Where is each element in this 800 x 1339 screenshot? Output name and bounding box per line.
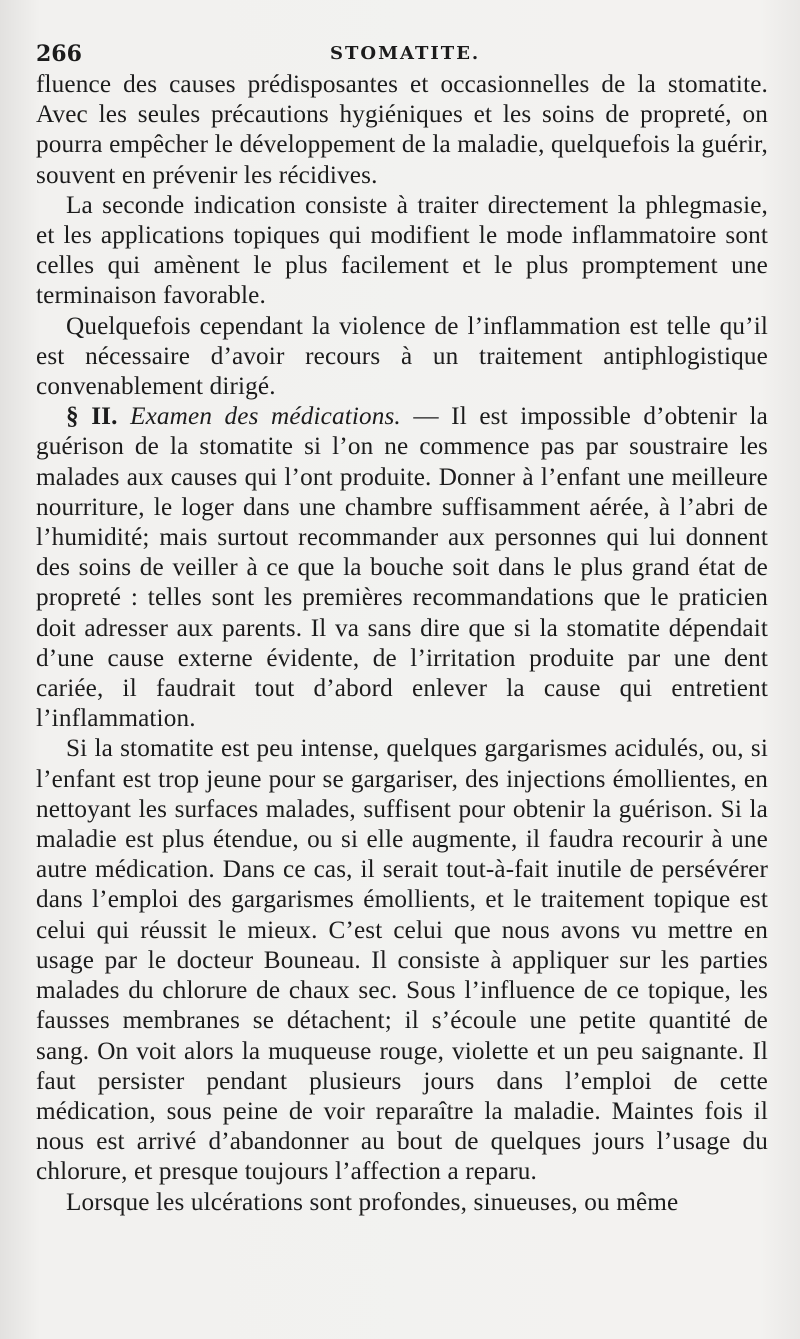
- paragraph-ulcerations: Lorsque les ulcérations sont profondes, sinueuses, ou même: [66, 1188, 679, 1216]
- running-head: STOMATITE.: [330, 43, 481, 64]
- body-text: [36, 70, 768, 1218]
- paragraph-treatment: Si la stomatite est peu intense, quelques gargarismes acidulés, ou, si l’enfant est trop jeune pour se gargariser, des injections émollientes, en nettoyant les surfaces malades, suffisent pour obtenir la guérison. Si la maladie est plus étendue, ou si elle augmente, il faudra recourir à une autre médication. Dans ce cas, il serait tout-à-fait inutile de persévérer dans l’emploi des gargarismes émollients, et le traitement topique est celui qui réussit le mieux. C’est celui que nous avons vu mettre en usage par le docteur Bouneau. Il consiste à appliquer sur les parties malades du chlorure de chaux sec. Sous l’influence de ce topique, les fausses membranes se détachent; il s’écoule une petite quantité de sang. On voit alors la muqueuse rouge, violette et un peu saignante. Il faut persister pendant plusieurs jours dans l’emploi de cette médication, sous peine de voir reparaître la maladie. Maintes fois il nous est arrivé d’abandonner au bout de quelques jours l’usage du chlorure, et presque toujours l’affection a reparu.: [36, 735, 768, 1186]
- section-title: Examen des médications.: [130, 403, 401, 431]
- section-paragraph: [36, 402, 768, 734]
- page-header: [36, 36, 768, 70]
- paragraph-second-indication: La seconde indication consiste à traiter directement la phlegmasie, et les applications topiques qui modifient le mode inflammatoire sont celles qui amènent le plus facilement et le plus promptement une terminaison favorable.: [36, 191, 768, 310]
- section-text: — Il est impossible d’obtenir la guérison de la stomatite si l’on ne commence pas par soustraire les malades aux causes qui l’ont produite. Donner à l’enfant une meilleure nourriture, le loger dans une chambre suffisamment aérée, à l’abri de l’humidité; mais surtout recommander aux personnes qui lui donnent des soins de veiller à ce que la bouche soit dans le plus grand état de propreté : telles sont les premières recommandations que le praticien doit adresser aux parents. Il va sans dire que si la stomatite dépendait d’une cause externe évidente, de l’irritation produite par une dent cariée, il faudrait tout d’abord enlever la cause qui entretient l’inflammation.: [36, 403, 769, 733]
- page-number: 266: [36, 41, 82, 67]
- paragraph-antiphlogistic: Quelquefois cependant la violence de l’inflammation est telle qu’il est nécessaire d’avoir recours à un traitement antiphlogistique convenablement dirigé.: [36, 312, 768, 401]
- paragraph-continuation: fluence des causes prédisposantes et occasionnelles de la stomatite. Avec les seules précautions hygiéniques et les soins de propreté, on pourra empêcher le développement de la maladie, quelquefois la guérir, souvent en prévenir les récidives.: [36, 71, 768, 189]
- section-number: § II.: [66, 403, 118, 431]
